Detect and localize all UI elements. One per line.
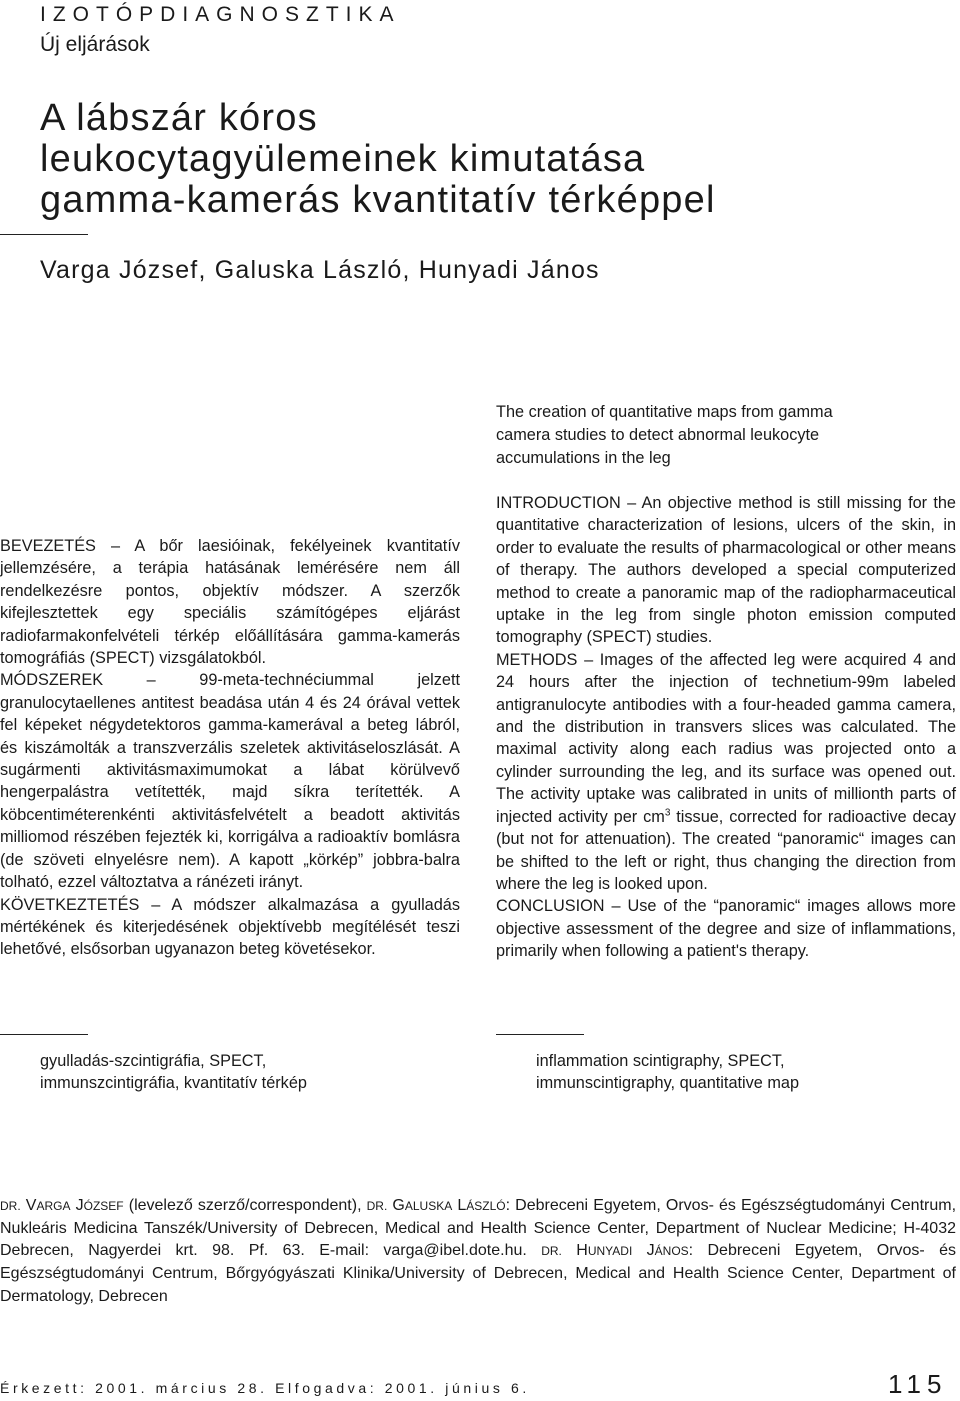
keywords-english [536, 1050, 799, 1095]
abstract-hu-conclusion: KÖVETKEZTETÉS – A módszer alkalmazása a gyulladás mértékének és kiterjedésének objektívebb megítélését teszi lehetővé, elsősorban ugyanazon beteg követésekor. [0, 895, 460, 959]
title-dr: DR. [0, 1199, 21, 1213]
english-title-line: The creation of quantitative maps from gamma [496, 403, 833, 421]
subsection-heading: Új eljárások [40, 33, 150, 56]
abstract-english [496, 492, 956, 963]
english-title [496, 401, 936, 470]
superscript: 3 [664, 807, 671, 819]
received-accepted-dates: Érkezett: 2001. március 28. Elfogadva: 2001. június 6. [0, 1380, 530, 1396]
article-title [40, 98, 960, 221]
keyword-line: immunscintigraphy, quantitative map [536, 1074, 800, 1093]
keyword-line: gyulladás-szcintigráfia, SPECT, [40, 1052, 267, 1070]
keywords-divider-left [0, 1034, 88, 1035]
abstract-en-introduction: INTRODUCTION – An objective method is still missing for the quantitative characterization of lesions, ulcers of the skin, in order to evaluate the results of pharmacological or other means of therapy. The authors developed a special computerized method to create a panoramic map of the radiopharmaceutical uptake in the leg from single photon emission computed tomography (SPECT) studies. [496, 494, 956, 647]
abstract-en-conclusion: CONCLUSION – Use of the “panoramic“ images allows more objective assessment of the degree and size of inflammations, primarily when following a patient's therapy. [496, 897, 956, 961]
methods-text: METHODS – Images of the affected leg were acquired 4 and 24 hours after the injection of technetium-99m labeled antigranulocyte antibodies with a four-headed gamma camera, and the distribution in transvers slices was calculated. The maximal activity along each radius was projected onto a cylinder surrounding the leg, and its surface was opened out. The activity uptake was calibrated in units of millionth parts of injected activity per cm [496, 650, 956, 826]
abstract-en-methods [496, 649, 956, 895]
author-list: Varga József, Galuska László, Hunyadi János [40, 256, 600, 284]
author-affiliations: DR. VARGA JÓZSEF (levelező szerző/correspondent), DR. GALUSKA LÁSZLÓ: Debreceni Egyetem, Orvos- és Egészségtudományi Centrum, Nukleáris Medicina Tanszék/University of Debrecen, Medical and Health Science Center, Department of Nuclear Medicine; H-4032 Debrecen, Nagyerdei krt. 98. Pf. 63. E-mail: varga@ibel.dote.hu. DR. HUNYADI JÁNOS: Debreceni Egyetem, Orvos- és Egészségtudományi Centrum, Bőrgyógyászati Klinika/University of Debrecen, Medical and Health Science Center, Department of Dermatology, Debrecen [0, 1197, 957, 1305]
title-divider [0, 234, 88, 235]
title-line: A lábszár kóros [40, 97, 318, 139]
title-dr: DR. [366, 1199, 388, 1213]
methods-text-cont: tissue, corrected for radioactive decay (but not for attenuation). The created “panoramic“ images can be shifted to the left or right, thus changing the direction from where the leg is looked upon. [496, 807, 956, 893]
title-dr: DR. [541, 1244, 562, 1259]
abstract-hu-introduction: BEVEZETÉS – A bőr laesióinak, fekélyeinek kvantitatív jellemzésére, a terápia hatásának lemérésére nem áll rendelkezésre pontos, objektív módszer. A szerzők kifejlesztettek egy speciális számítógépes eljárást radiofarmakonfelvételi térkép előállítására gamma-kamerás tomográfiás (SPECT) vizsgálatokból. [0, 537, 460, 668]
title-line: leukocytagyülemeinek kimutatása [40, 138, 646, 180]
keywords-divider-right [496, 1034, 584, 1035]
abstract-hu-methods: MÓDSZEREK – 99-meta-technéciummal jelzett granulocytaellenes antitest beadása után 4 és 24 órával vettek fel képeket négydetektoros gamma-kamerával a beteg lábról, és kiszámolták a transzverzális szeletek aktivitáseloszlását. A sugármenti aktivitásmaximumokat a lábat körülvevő hengerpalástra vetítették, majd síkra terítették. A köbcentiméterenkénti aktivitásfelvételt a beadott aktivitás milliomod részében fejezték ki, korrigálva a radioaktív bomlásra (de szöveti elnyelésre nem). A kapott „körkép” jobbra-balra tolható, ezzel változtatva a ránézeti irányt. [0, 671, 460, 892]
keyword-line: immunszcintigráfia, kvantitatív térkép [40, 1074, 307, 1093]
title-line: gamma-kamerás kvantitatív térképpel [40, 179, 716, 221]
section-heading: IZOTÓPDIAGNOSZTIKA [40, 3, 401, 26]
abstract-hungarian [0, 535, 460, 961]
keyword-line: inflammation scintigraphy, SPECT, [536, 1052, 785, 1070]
page-number: 115 [888, 1369, 948, 1399]
keywords-hungarian [40, 1050, 307, 1095]
english-title-line: camera studies to detect abnormal leukocyte [496, 426, 820, 444]
english-title-line: accumulations in the leg [496, 449, 671, 467]
